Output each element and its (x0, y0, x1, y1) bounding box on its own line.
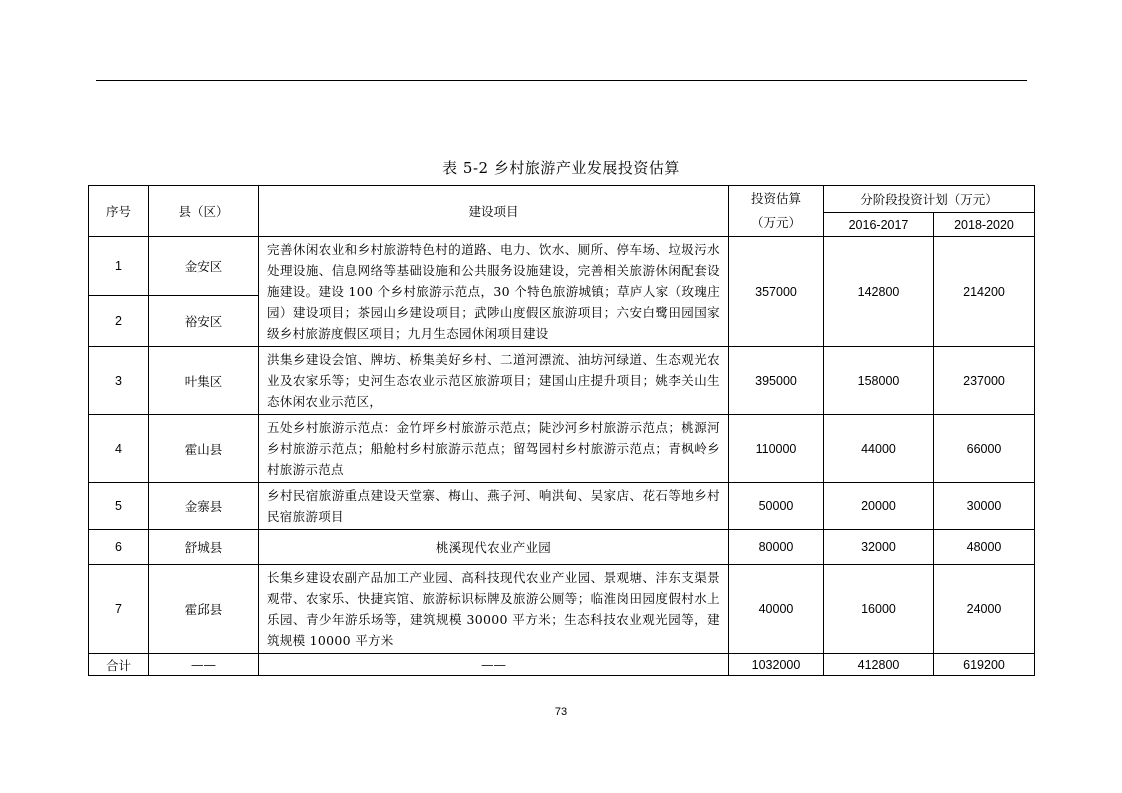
row-seq: 5 (89, 483, 149, 530)
row-project: 完善休闲农业和乡村旅游特色村的道路、电力、饮水、厕所、停车场、垃圾污水处理设施、信息网络等基础设施和公共服务设施建设，完善相关旅游休闲配套设施建设。建设 100 个乡村旅游示范点，30 个特色旅游城镇；草庐人家（玫瑰庄园）建设项目；茶园山乡建设项目；武陟山度假区旅游项目；六安白鹭田园国家级乡村旅游度假区项目；九月生态园休闲项目建设 (259, 237, 729, 347)
header-phase: 分阶段投资计划（万元） (824, 186, 1035, 213)
row-seq: 1 (89, 237, 149, 296)
table-row (89, 347, 1035, 415)
total-label: 合计 (89, 654, 149, 676)
row-project: 长集乡建设农副产品加工产业园、高科技现代农业产业园、景观塘、沣东支渠景观带、农家乐、快捷宾馆、旅游标识标牌及旅游公厕等；临淮岗田园度假村水上乐园、青少年游乐场等，建筑规模 30000 平方米；生态科技农业观光园等，建筑规模 10000 平方米 (259, 565, 729, 654)
row-period-2: 24000 (934, 565, 1035, 654)
row-project: 五处乡村旅游示范点：金竹坪乡村旅游示范点；陡沙河乡村旅游示范点；桃源河乡村旅游示范点；船舱村乡村旅游示范点；留驾园村乡村旅游示范点；青枫岭乡村旅游示范点 (259, 415, 729, 483)
row-county: 金安区 (149, 237, 259, 296)
row-project: 乡村民宿旅游重点建设天堂寨、梅山、燕子河、响洪甸、吴家店、花石等地乡村民宿旅游项目 (259, 483, 729, 530)
row-estimate: 395000 (729, 347, 824, 415)
total-period-1: 412800 (824, 654, 934, 676)
total-period-2: 619200 (934, 654, 1035, 676)
row-period-1: 44000 (824, 415, 934, 483)
row-period-2: 214200 (934, 237, 1035, 347)
row-period-2: 30000 (934, 483, 1035, 530)
table-row (89, 530, 1035, 565)
total-county: —— (149, 654, 259, 676)
row-period-1: 20000 (824, 483, 934, 530)
table-row (89, 483, 1035, 530)
table-row (89, 415, 1035, 483)
row-county: 舒城县 (149, 530, 259, 565)
row-period-1: 142800 (824, 237, 934, 347)
table-caption: 表 5-2 乡村旅游产业发展投资估算 (442, 159, 680, 177)
row-estimate: 50000 (729, 483, 824, 530)
header-row (89, 186, 1035, 213)
row-project: 洪集乡建设会馆、牌坊、桥集美好乡村、二道河漂流、油坊河绿道、生态观光农业及农家乐等；史河生态农业示范区旅游项目；建国山庄提升项目；姚李关山生态休闲农业示范区， (259, 347, 729, 415)
row-period-1: 32000 (824, 530, 934, 565)
row-seq: 4 (89, 415, 149, 483)
row-period-1: 158000 (824, 347, 934, 415)
row-period-2: 48000 (934, 530, 1035, 565)
row-period-1: 16000 (824, 565, 934, 654)
row-period-2: 66000 (934, 415, 1035, 483)
row-estimate: 80000 (729, 530, 824, 565)
row-seq: 6 (89, 530, 149, 565)
row-county: 霍邱县 (149, 565, 259, 654)
header-estimate-line1: 投资估算 (750, 191, 801, 206)
header-period-2: 2018-2020 (934, 213, 1035, 237)
row-estimate: 110000 (729, 415, 824, 483)
investment-table (88, 185, 1035, 676)
row-estimate: 357000 (729, 237, 824, 347)
page-number: 73 (554, 706, 568, 718)
total-estimate: 1032000 (729, 654, 824, 676)
row-period-2: 237000 (934, 347, 1035, 415)
total-row (89, 654, 1035, 676)
row-seq: 2 (89, 295, 149, 346)
table-row (89, 565, 1035, 654)
row-county: 金寨县 (149, 483, 259, 530)
header-county: 县（区） (149, 186, 259, 237)
table-row (89, 237, 1035, 296)
row-county: 叶集区 (149, 347, 259, 415)
header-rule (96, 80, 1027, 81)
header-estimate-line2: （万元） (750, 215, 801, 230)
row-estimate: 40000 (729, 565, 824, 654)
header-seq: 序号 (89, 186, 149, 237)
header-period-1: 2016-2017 (824, 213, 934, 237)
header-estimate (729, 186, 824, 237)
row-seq: 3 (89, 347, 149, 415)
total-project: —— (259, 654, 729, 676)
row-project: 桃溪现代农业产业园 (259, 530, 729, 565)
row-seq: 7 (89, 565, 149, 654)
row-county: 霍山县 (149, 415, 259, 483)
header-project: 建设项目 (259, 186, 729, 237)
row-county: 裕安区 (149, 295, 259, 346)
